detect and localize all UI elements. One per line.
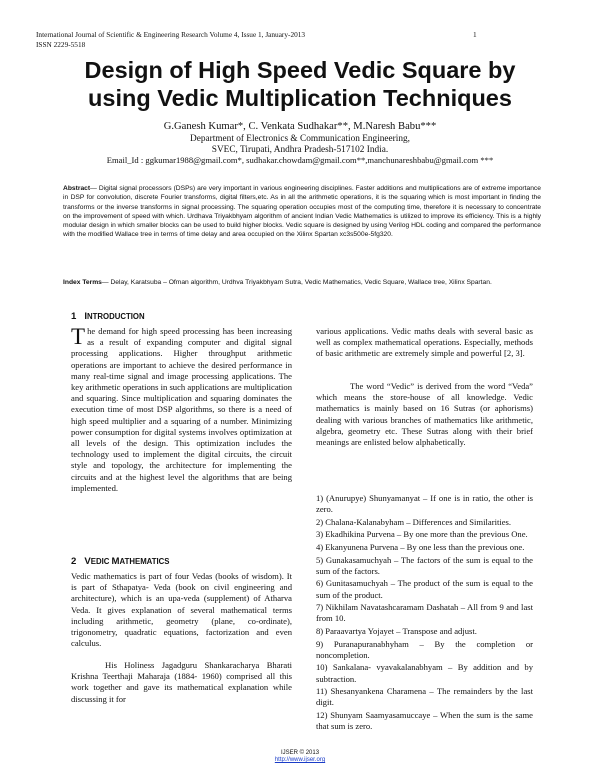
- section-number: 1: [71, 311, 77, 322]
- section-title-rest-2: ATHEMATICS: [119, 557, 170, 566]
- footer-url-link[interactable]: http://www.ijser.org: [274, 757, 326, 763]
- list-item: 8) Paraavartya Yojayet – Transpose and adjust.: [316, 625, 477, 636]
- section-title-rest: NTRODUCTION: [87, 312, 145, 321]
- authors: G.Ganesh Kumar*, C. Venkata Sudhakar**, M.Naresh Babu***: [163, 121, 437, 132]
- section-heading-vedic-mathematics: [71, 556, 170, 567]
- issn: ISSN 2229-5518: [36, 39, 86, 49]
- journal-header: [36, 30, 305, 49]
- abstract: [63, 184, 541, 240]
- right-column-paragraph-2: The word “Vedic” is derived from the word “Veda” which means the store-house of all knowledge. Vedic mathematics is mainly based on 16 Sutras (or aphorisms) dealing with various branches of mathematics like arithmetic, algebra, geometry etc. These Sutras along with their brief meanings are enlisted below alphabetically.: [316, 381, 533, 448]
- paper-title: [0, 57, 600, 112]
- sutra-list: [316, 493, 533, 734]
- list-item: 6) Gunitasamuchyah – The product of the sum is equal to the sum of the product.: [316, 578, 533, 600]
- section-first-letter: V: [84, 556, 91, 567]
- list-item: 11) Shesanyankena Charamena – The remainders by the last digit.: [316, 686, 533, 708]
- affiliation-line-1: Department of Electronics & Communication Engineering,: [190, 134, 410, 144]
- list-item: 10) Sankalana- vyavakalanabhyam – By addition and by subtraction.: [316, 662, 533, 684]
- list-item: 7) Nikhilam Navatashcaramam Dashatah – All from 9 and last from 10.: [316, 602, 533, 624]
- list-item: 9) Puranapuranabhyham – By the completion or noncompletion.: [316, 638, 533, 660]
- page-number: 1: [473, 30, 477, 39]
- index-terms-label: Index Terms: [63, 279, 102, 286]
- affiliation-line-2: SVEC, Tirupati, Andhra Pradesh-517102 India.: [211, 145, 389, 156]
- email-line: Email_Id : ggkumar1988@gmail.com*, sudhakar.chowdam@gmail.com**,manchunareshbabu@gmail.com ***: [106, 155, 494, 165]
- footer-copyright: IJSER © 2013: [280, 750, 320, 756]
- section-heading-introduction: [71, 311, 145, 322]
- section-first-letter: I: [84, 311, 88, 322]
- list-item: 12) Shunyam Saamyasamuccaye – When the sum is the same that sum is zero.: [316, 709, 533, 732]
- title-line-1: Design of High Speed Vedic Square by: [84, 57, 516, 83]
- abstract-label: Abstract: [63, 185, 91, 192]
- drop-cap: T: [71, 324, 86, 349]
- affiliation: [0, 134, 600, 156]
- list-item: 3) Ekadhikina Purvena – By one more than the previous One.: [316, 529, 528, 540]
- journal-line: International Journal of Scientific & Engineering Research Volume 4, Issue 1, January-2013: [36, 30, 306, 39]
- intro-paragraph-text: he demand for high speed processing has been increasing as a result of expanding computer and digital signal processing applications. Higher throughput arithmetic operations are important to achieve the desired performance in many real-time signal and image processing applications. The key arithmetic operations in such applications are multiplication and squaring. Since multiplication and squaring dominates the execution time of most DSP algorithms, so there is a need of high speed multiplier and a squaring of a number. Minimizing power consumption for digital systems involves optimization at all levels of the design. This optimization includes the technology used to implement the digital circuits, the circuit style and topology, the architecture for implementing the circuits and at the highest level the algorithms that are being implemented.: [71, 326, 292, 493]
- vedic-paragraph-2: His Holiness Jagadguru Shankaracharya Bharati Krishna Teerthaji Maharaja (1884- 1960) comprised all this work together and gave its mathematical explanation while discussing it for: [71, 660, 292, 704]
- list-item: 5) Gunakasamuchyah – The factors of the sum is equal to the sum of the factors.: [316, 554, 533, 576]
- page-footer: [0, 750, 600, 764]
- index-terms-text: — Delay, Karatsuba – Ofman algorithm, Urdhva Triyakbhyam Sutra, Vedic Mathematics, Vedic Square, Wallace tree, Xilinx Spartan.: [101, 279, 492, 286]
- section-first-letter-2: M: [111, 556, 120, 567]
- abstract-text: — Digital signal processors (DSPs) are very important in various engineering disciplines. Faster additions and multiplications are of extreme importance in DSP for convolution, discrete Fourier transforms, digital filters,etc. As in all the arithmetic operations, it is the squaring which is most important in finding the transforms or the inverse transforms in signal processing. The squaring operation occupies most of the computing time, therefore it is necessary to concentrate on the improvement of speed with which. Urdhava Triyakbhyam algorithm of ancient Indian Vedic Mathematics is utilized to improve its efficiency. This is a highly modular design in which smaller blocks can be used to build higher blocks. Vedic square is designed by using Verilog HDL coding and compared the performance with the modified Wallace tree in terms of time delay and area occupied on the Xilinx Spartan xc3s500e-5fg320.: [63, 185, 541, 239]
- list-item: 1) (Anurupye) Shunyamanyat – If one is in ratio, the other is zero.: [316, 493, 533, 515]
- title-line-2: using Vedic Multiplication Techniques: [88, 84, 512, 111]
- index-terms: [63, 278, 541, 287]
- list-item: 4) Ekanyunena Purvena – By one less than the previous one.: [316, 541, 525, 552]
- right-column-paragraph-1: various applications. Vedic maths deals with several basic as well as complex mathematical operations. Especially, methods of basic arithmetic are extremely simple and powerful [2, 3].: [316, 326, 533, 359]
- intro-paragraph: [71, 326, 292, 494]
- section-title-rest: EDIC: [90, 557, 112, 566]
- list-item: 2) Chalana-Kalanabyham – Differences and Similarities.: [316, 516, 512, 527]
- vedic-paragraph-1: Vedic mathematics is part of four Vedas (books of wisdom). It is part of Sthapatya- Veda (book on civil engineering and architecture), which is an upa-veda (supplement) of Atharva Veda. It gives explanation of several mathematical terms including arithmetic, geometry (plane, co-ordinate), trigonometry, quadratic equations, factorization and even calculus.: [71, 571, 292, 649]
- section-number: 2: [71, 556, 77, 567]
